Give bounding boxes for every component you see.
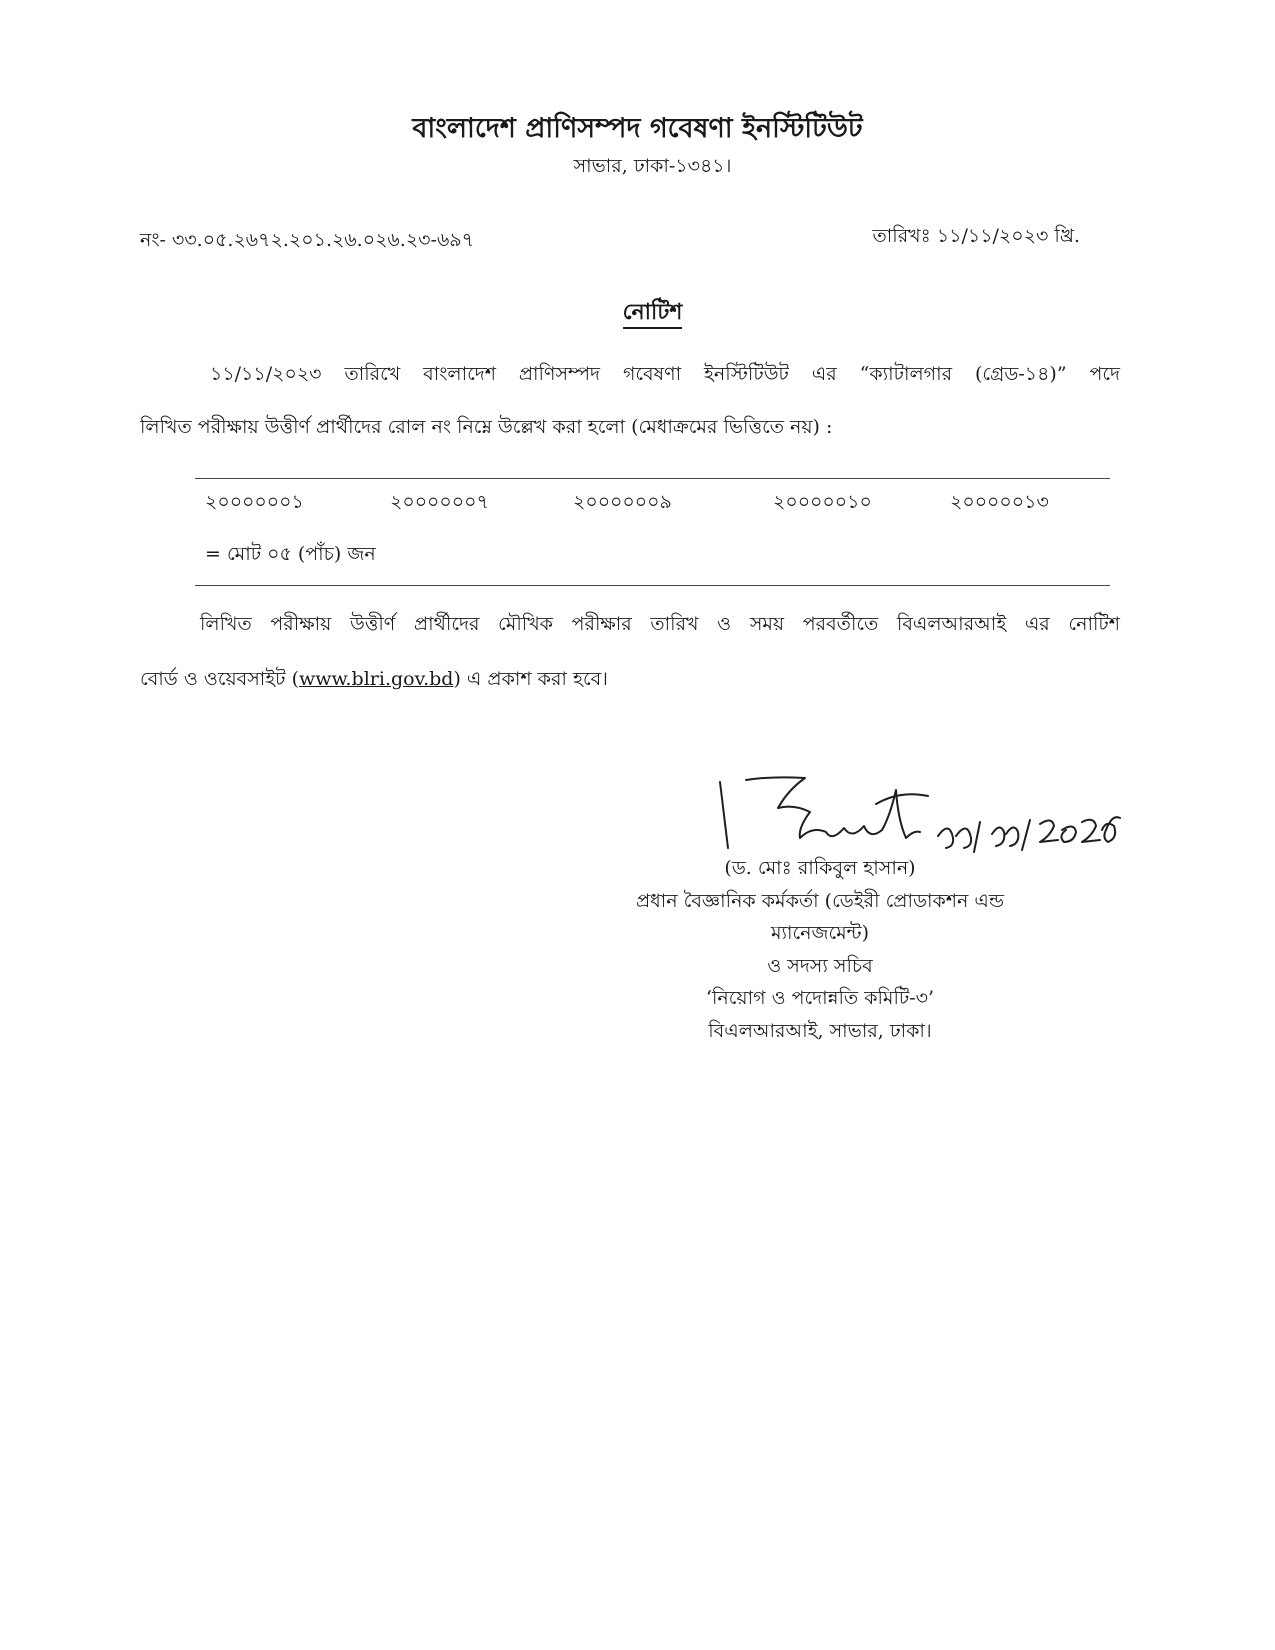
roll-number: ২০০০০০০১: [205, 491, 304, 513]
signatory-office: বিএলআরআই, সাভার, ঢাকা।: [708, 1019, 932, 1042]
notice-title-text: নোটিশ: [623, 299, 683, 329]
institute-name: বাংলাদেশ প্রাণিসম্পদ গবেষণা ইনস্টিটিউট: [412, 113, 863, 144]
signatory-designation-line-1: প্রধান বৈজ্ঞানিক কর্মকর্তা (ডেইরী প্রোডাকশন এন্ড: [635, 889, 1005, 912]
roll-number: ২০০০০০১৩: [950, 491, 1049, 513]
paragraph-1-line-2: লিখিত পরীক্ষায় উত্তীর্ণ প্রার্থীদের রোল নং নিম্নে উল্লেখ করা হলো (মেধাক্রমের ভিত্তিতে নয়) :: [140, 416, 833, 438]
paragraph-2-line-1: লিখিত পরীক্ষায় উত্তীর্ণ প্রার্থীদের মৌখিক পরীক্ষার তারিখ ও সময় পরবর্তীতে বিএলআরআই এর নোটিশ: [200, 613, 1120, 635]
divider-top: [195, 478, 1110, 479]
roll-number: ২০০০০০১০: [773, 491, 872, 513]
website-link[interactable]: www.blri.gov.bd: [298, 668, 454, 690]
roll-number: ২০০০০০০৭: [390, 491, 489, 513]
memo-date: তারিখঃ ১১/১১/২০২৩ খ্রি.: [872, 225, 1080, 247]
divider-bottom: [195, 585, 1110, 586]
memo-number: নং- ৩৩.০৫.২৬৭২.২০১.২৬.০২৬.২৩-৬৯৭: [140, 229, 474, 251]
signatory-name: (ড. মোঃ রাকিবুল হাসান): [724, 857, 916, 879]
notice-title: [0, 295, 1275, 332]
signature-stroke: [720, 777, 928, 848]
signatory-designation-line-2: ম্যানেজমেন্ট): [770, 922, 870, 944]
roll-number-list: [195, 488, 1110, 518]
signatory-role: ও সদস্য সচিব: [767, 954, 873, 977]
paragraph-1-line-1: ১১/১১/২০২৩ তারিখে বাংলাদেশ প্রাণিসম্পদ গবেষণা ইনস্টিটিউট এর “ক্যাটালগার (গ্রেড-১৪)” পদে: [210, 363, 1120, 385]
signatory-committee: ‘নিয়োগ ও পদোন্নতি কমিটি-৩’: [705, 987, 935, 1009]
paragraph-2-line-2: [140, 665, 1120, 697]
roll-number: ২০০০০০০৯: [573, 491, 672, 513]
signature-date-stroke: [938, 817, 1120, 852]
institute-address: সাভার, ঢাকা-১৩৪১।: [573, 155, 732, 177]
paragraph-2-text-after: ) এ প্রকাশ করা হবে।: [453, 668, 608, 690]
signatory-block: [560, 852, 1080, 1047]
handwritten-signature: [700, 760, 1180, 855]
paragraph-2-text-before: বোর্ড ও ওয়েবসাইট (: [140, 668, 299, 690]
total-count: = মোট ০৫ (পাঁচ) জন: [205, 543, 376, 565]
